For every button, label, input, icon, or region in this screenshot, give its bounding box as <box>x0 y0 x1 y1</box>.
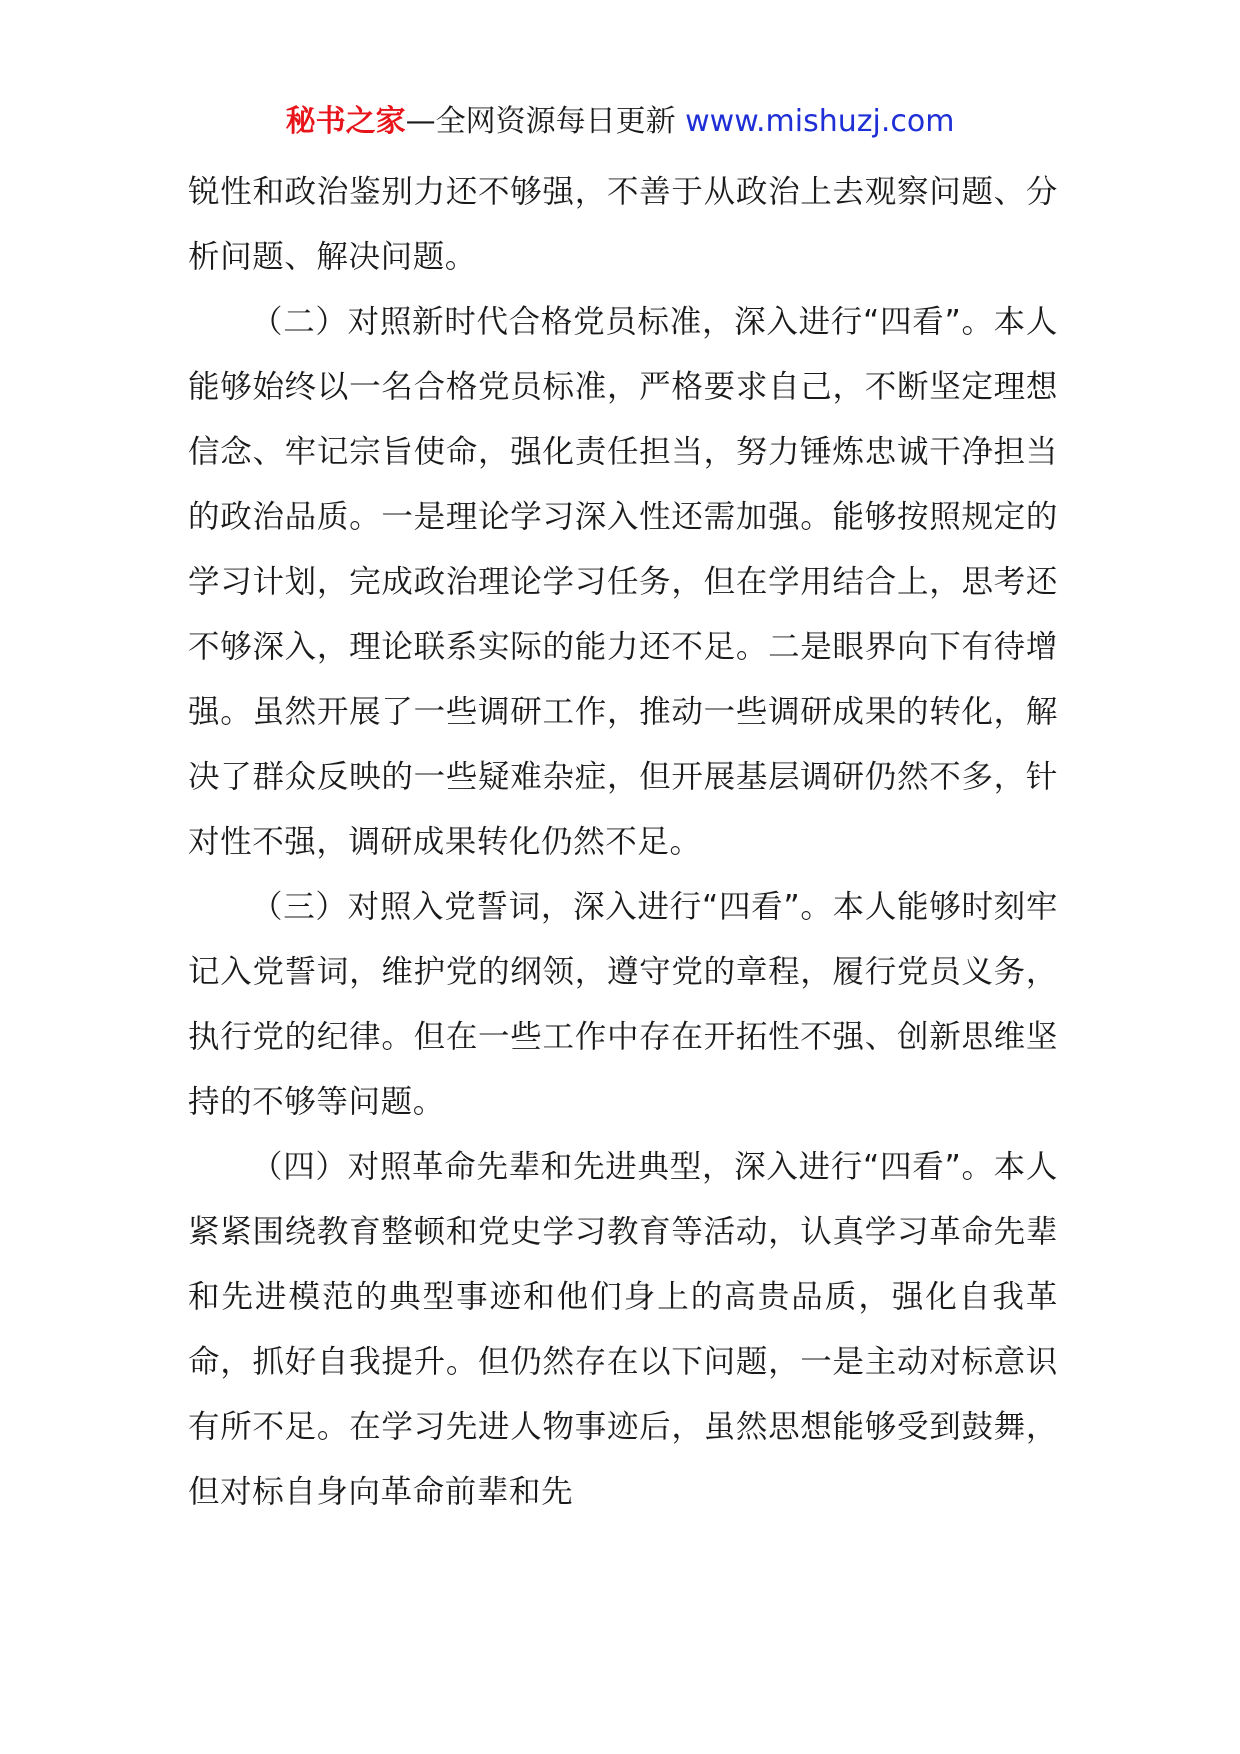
paragraph-section-3: （三）对照入党誓词，深入进行“四看”。本人能够时刻牢记入党誓词，维护党的纲领，遵守党的章程，履行党员义务，执行党的纪律。但在一些工作中存在开拓性不强、创新思维坚持的不够等问题。 <box>188 889 1058 1120</box>
paragraph-section-4: （四）对照革命先辈和先进典型，深入进行“四看”。本人紧紧围绕教育整顿和党史学习教育等活动，认真学习革命先辈和先进模范的典型事迹和他们身上的高贵品质，强化自我革命，抓好自我提升。但仍然存在以下问题，一是主动对标意识有所不足。在学习先进人物事迹后，虽然思想能够受到鼓舞，但对标自身向革命前辈和先 <box>188 1149 1058 1510</box>
site-tagline: —全网资源每日更新 <box>405 104 686 139</box>
document-body <box>188 160 1058 1525</box>
site-brand: 秘书之家 <box>285 104 406 139</box>
paragraph-section-2: （二）对照新时代合格党员标准，深入进行“四看”。本人能够始终以一名合格党员标准，严格要求自己，不断坚定理想信念、牢记宗旨使命，强化责任担当，努力锤炼忠诚干净担当的政治品质。一是理论学习深入性还需加强。能够按照规定的学习计划，完成政治理论学习任务，但在学用结合上，思考还不够深入，理论联系实际的能力还不足。二是眼界向下有待增强。虽然开展了一些调研工作，推动一些调研成果的转化，解决了群众反映的一些疑难杂症，但开展基层调研仍然不多，针对性不强，调研成果转化仍然不足。 <box>188 304 1058 860</box>
page-header <box>0 100 1240 144</box>
site-url-link[interactable]: www.mishuzj.com <box>685 104 955 139</box>
paragraph-continued: 锐性和政治鉴别力还不够强，不善于从政治上去观察问题、分析问题、解决问题。 <box>188 174 1058 275</box>
